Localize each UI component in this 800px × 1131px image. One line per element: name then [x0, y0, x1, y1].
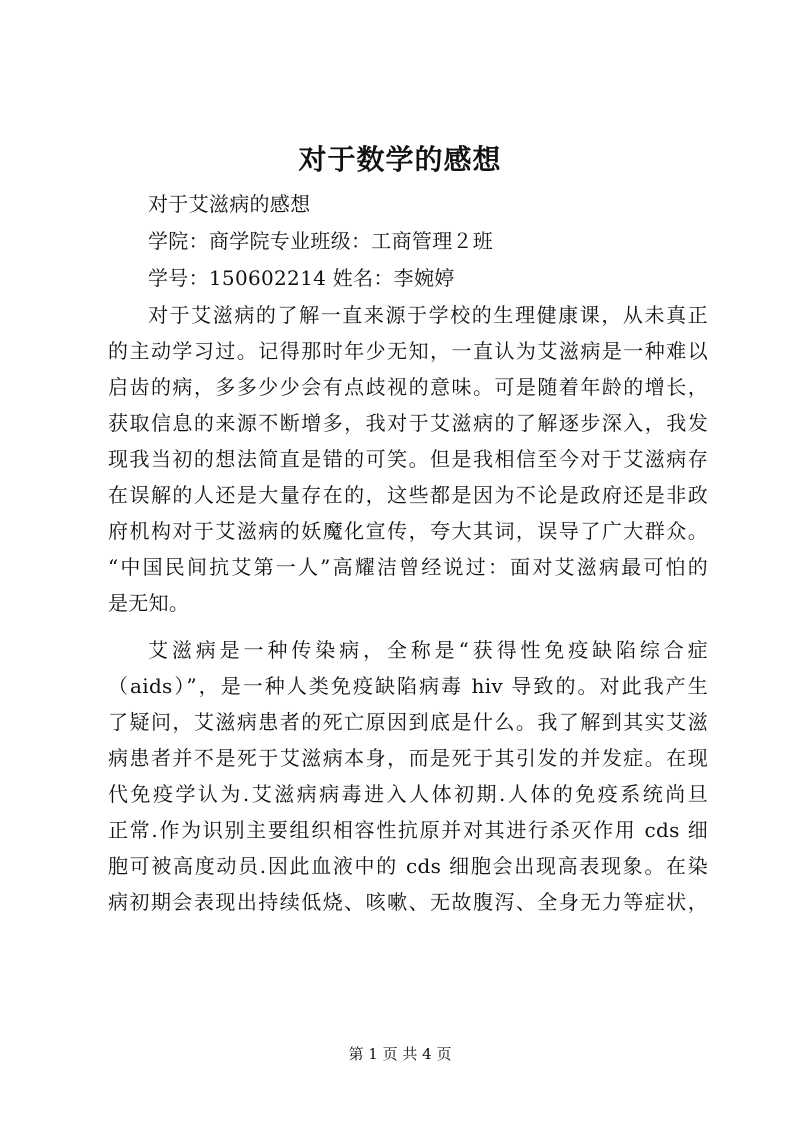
- paragraph-line: 启齿的病，多多少少会有点歧视的意味。可是随着年龄的增长，: [108, 375, 708, 399]
- paragraph-line: 正常.作为识别主要组织相容性抗原并对其进行杀灭作用 cds 细: [108, 818, 708, 842]
- paragraph-line: 艾滋病是一种传染病，全称是“获得性免疫缺陷综合症: [148, 638, 708, 662]
- paragraph-line: 府机构对于艾滋病的妖魔化宣传，夸大其词，误导了广大群众。: [108, 519, 708, 543]
- document-body: [108, 186, 708, 920]
- paragraph-line: 在误解的人还是大量存在的，这些都是因为不论是政府还是非政: [108, 483, 708, 507]
- paragraph-line: 胞可被高度动员.因此血液中的 cds 细胞会出现高表现象。在染: [108, 854, 708, 878]
- paragraph-line: 代免疫学认为.艾滋病病毒进入人体初期.人体的免疫系统尚旦: [108, 782, 708, 806]
- paragraph-line: （aids）”，是一种人类免疫缺陷病毒 hiv 导致的。对此我产生: [108, 674, 708, 698]
- paragraph-2: [108, 632, 708, 920]
- paragraph-line: 的主动学习过。记得那时年少无知，一直认为艾滋病是一种难以: [108, 339, 708, 363]
- paragraph-line: 病患者并不是死于艾滋病本身，而是死于其引发的并发症。在现: [108, 746, 708, 770]
- student-id-name-line: 学号：150602214 姓名：李婉婷: [148, 266, 455, 290]
- paragraph-line: “中国民间抗艾第一人”高耀洁曾经说过：面对艾滋病最可怕的: [108, 555, 708, 579]
- paragraph-line: 是无知。: [108, 591, 190, 615]
- paragraph-line: 了疑问，艾滋病患者的死亡原因到底是什么。我了解到其实艾滋: [108, 710, 708, 734]
- paragraph-1: [108, 297, 708, 621]
- page-footer: 第 1 页 共 4 页: [348, 1045, 452, 1063]
- paragraph-line: 病初期会表现出持续低烧、咳嗽、无故腹泻、全身无力等症状，: [108, 890, 708, 914]
- subtitle-line: 对于艾滋病的感想: [148, 192, 311, 216]
- paragraph-line: 现我当初的想法简直是错的可笑。但是我相信至今对于艾滋病存: [108, 447, 708, 471]
- document-title: 对于数学的感想: [298, 143, 502, 176]
- paragraph-line: 对于艾滋病的了解一直来源于学校的生理健康课，从未真正: [148, 303, 708, 327]
- paragraph-line: 获取信息的来源不断增多，我对于艾滋病的了解逐步深入，我发: [108, 411, 708, 435]
- paragraph-spacer: [108, 621, 708, 632]
- college-class-line: 学院：商学院专业班级：工商管理２班: [148, 229, 494, 253]
